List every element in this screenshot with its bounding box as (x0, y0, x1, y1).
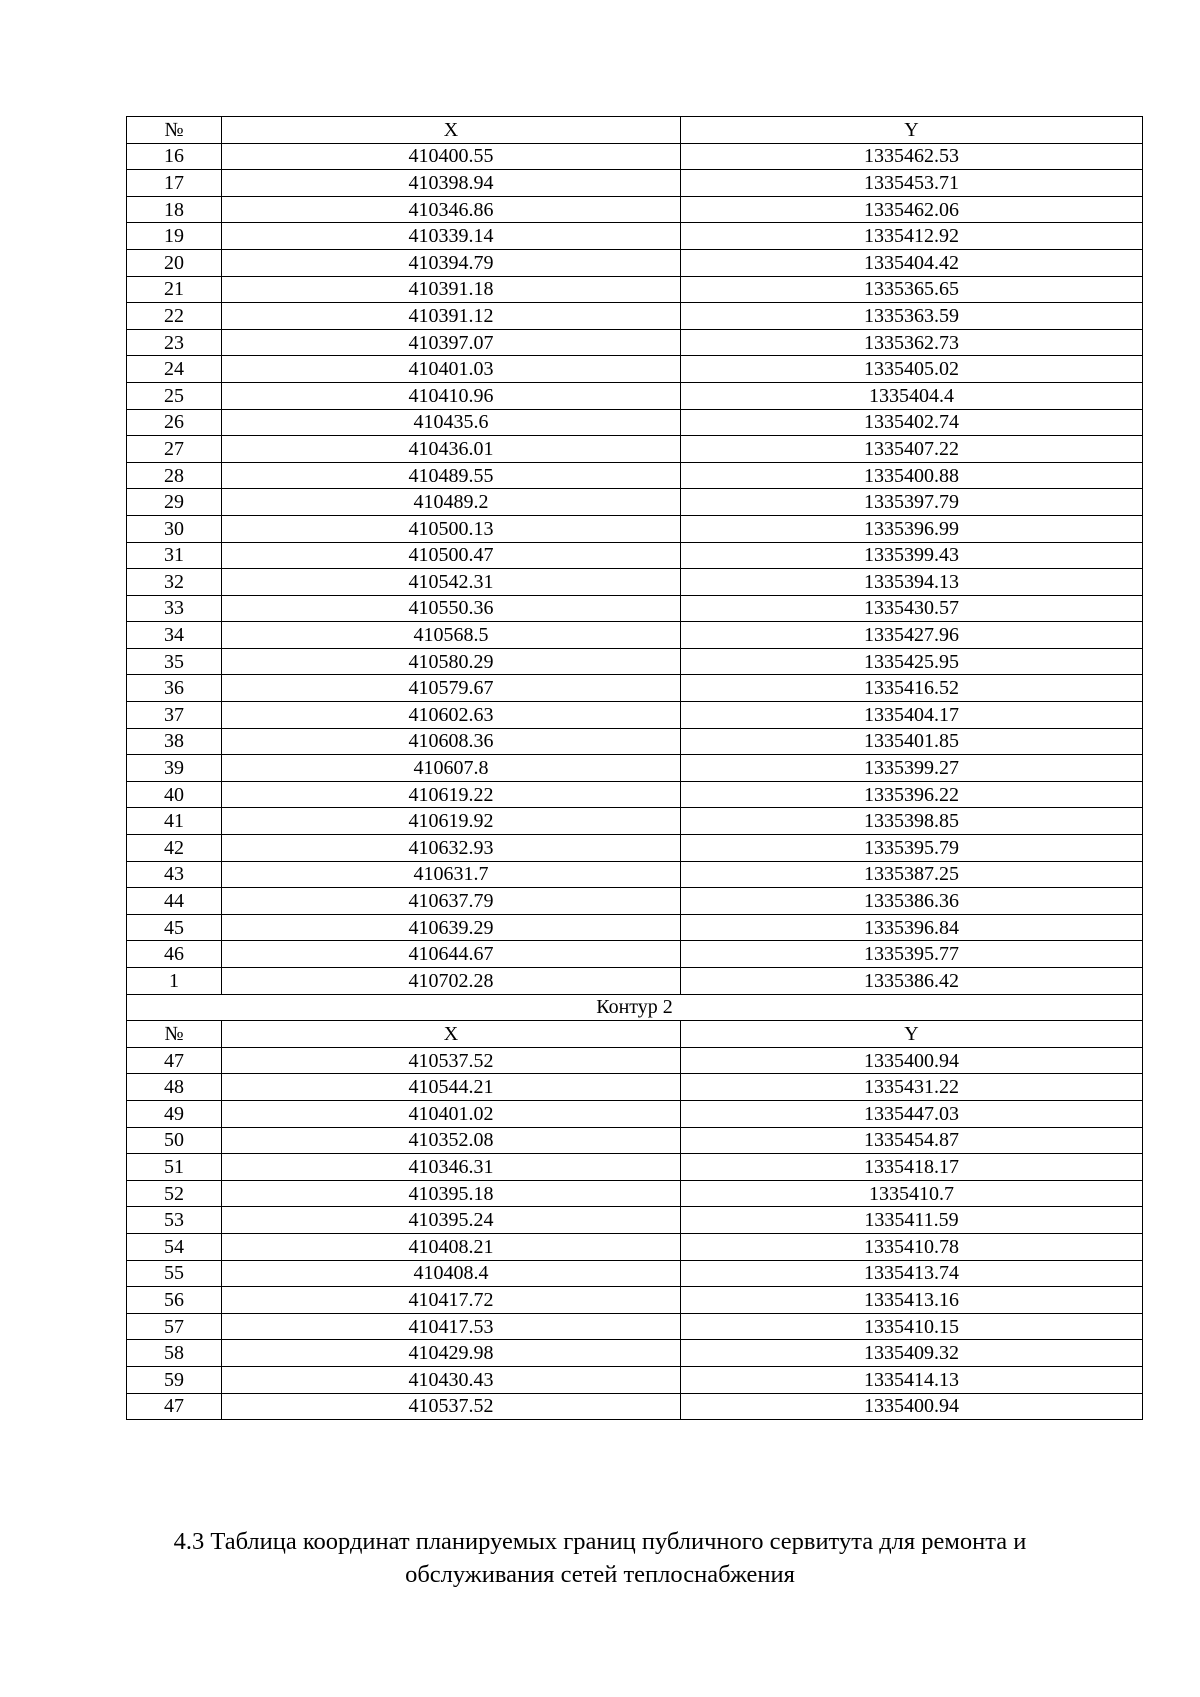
table-row (127, 648, 1143, 675)
row-number: 16 (127, 143, 222, 170)
row-number: 53 (127, 1207, 222, 1234)
y-coordinate: 1335396.84 (681, 914, 1143, 941)
y-coordinate: 1335462.06 (681, 196, 1143, 223)
y-coordinate: 1335462.53 (681, 143, 1143, 170)
table-row (127, 489, 1143, 516)
x-coordinate: 410408.4 (222, 1260, 681, 1287)
row-number: 52 (127, 1180, 222, 1207)
table-row (127, 1207, 1143, 1234)
table-row (127, 1074, 1143, 1101)
table-row (127, 941, 1143, 968)
y-coordinate: 1335414.13 (681, 1366, 1143, 1393)
row-number: 43 (127, 861, 222, 888)
table-row (127, 1100, 1143, 1127)
row-number: 41 (127, 808, 222, 835)
row-number: 47 (127, 1393, 222, 1420)
x-coordinate: 410346.86 (222, 196, 681, 223)
y-coordinate: 1335409.32 (681, 1340, 1143, 1367)
y-coordinate: 1335386.42 (681, 968, 1143, 995)
x-coordinate: 410579.67 (222, 675, 681, 702)
y-coordinate: 1335410.7 (681, 1180, 1143, 1207)
x-coordinate: 410537.52 (222, 1047, 681, 1074)
y-coordinate: 1335411.59 (681, 1207, 1143, 1234)
y-coordinate: 1335413.74 (681, 1260, 1143, 1287)
row-number: 59 (127, 1366, 222, 1393)
y-coordinate: 1335405.02 (681, 356, 1143, 383)
y-coordinate: 1335410.78 (681, 1233, 1143, 1260)
x-coordinate: 410580.29 (222, 648, 681, 675)
table-row (127, 249, 1143, 276)
table-row (127, 1047, 1143, 1074)
table-row (127, 1180, 1143, 1207)
y-coordinate: 1335431.22 (681, 1074, 1143, 1101)
x-coordinate: 410542.31 (222, 569, 681, 596)
coordinates-table (126, 116, 1143, 1420)
table-row (127, 462, 1143, 489)
x-coordinate: 410568.5 (222, 622, 681, 649)
x-coordinate: 410346.31 (222, 1154, 681, 1181)
x-coordinate: 410400.55 (222, 143, 681, 170)
y-coordinate: 1335404.4 (681, 382, 1143, 409)
header-num: № (127, 117, 222, 144)
row-number: 31 (127, 542, 222, 569)
x-coordinate: 410544.21 (222, 1074, 681, 1101)
row-number: 19 (127, 223, 222, 250)
y-coordinate: 1335386.36 (681, 888, 1143, 915)
row-number: 26 (127, 409, 222, 436)
header-x: X (222, 117, 681, 144)
row-number: 28 (127, 462, 222, 489)
row-number: 50 (127, 1127, 222, 1154)
coordinates-table-body (127, 117, 1143, 995)
row-number: 27 (127, 436, 222, 463)
y-coordinate: 1335399.43 (681, 542, 1143, 569)
x-coordinate: 410639.29 (222, 914, 681, 941)
x-coordinate: 410397.07 (222, 329, 681, 356)
table-caption (100, 1525, 1100, 1591)
x-coordinate: 410602.63 (222, 702, 681, 729)
table-row (127, 329, 1143, 356)
x-coordinate: 410637.79 (222, 888, 681, 915)
table-row (127, 781, 1143, 808)
y-coordinate: 1335395.77 (681, 941, 1143, 968)
row-number: 30 (127, 515, 222, 542)
y-coordinate: 1335418.17 (681, 1154, 1143, 1181)
table-row (127, 968, 1143, 995)
y-coordinate: 1335363.59 (681, 303, 1143, 330)
x-coordinate: 410391.12 (222, 303, 681, 330)
table-row (127, 702, 1143, 729)
table-header-row (127, 117, 1143, 144)
row-number: 57 (127, 1313, 222, 1340)
row-number: 55 (127, 1260, 222, 1287)
table-row (127, 808, 1143, 835)
x-coordinate: 410401.03 (222, 356, 681, 383)
y-coordinate: 1335395.79 (681, 835, 1143, 862)
x-coordinate: 410702.28 (222, 968, 681, 995)
row-number: 46 (127, 941, 222, 968)
table-row (127, 276, 1143, 303)
y-coordinate: 1335397.79 (681, 489, 1143, 516)
row-number: 35 (127, 648, 222, 675)
caption-line-1: 4.3 Таблица координат планируемых границ публичного сервитута для ремонта и (173, 1528, 1027, 1555)
x-coordinate: 410430.43 (222, 1366, 681, 1393)
y-coordinate: 1335454.87 (681, 1127, 1143, 1154)
contour-2-header-y: Y (681, 1021, 1143, 1048)
table-row (127, 622, 1143, 649)
table-row (127, 755, 1143, 782)
y-coordinate: 1335398.85 (681, 808, 1143, 835)
row-number: 32 (127, 569, 222, 596)
y-coordinate: 1335416.52 (681, 675, 1143, 702)
y-coordinate: 1335413.16 (681, 1287, 1143, 1314)
table-row (127, 1260, 1143, 1287)
y-coordinate: 1335407.22 (681, 436, 1143, 463)
table-row (127, 1233, 1143, 1260)
table-row (127, 569, 1143, 596)
row-number: 48 (127, 1074, 222, 1101)
table-row (127, 409, 1143, 436)
x-coordinate: 410435.6 (222, 409, 681, 436)
y-coordinate: 1335394.13 (681, 569, 1143, 596)
row-number: 39 (127, 755, 222, 782)
y-coordinate: 1335447.03 (681, 1100, 1143, 1127)
x-coordinate: 410500.13 (222, 515, 681, 542)
row-number: 23 (127, 329, 222, 356)
row-number: 21 (127, 276, 222, 303)
table-row (127, 1154, 1143, 1181)
row-number: 58 (127, 1340, 222, 1367)
row-number: 44 (127, 888, 222, 915)
table-row (127, 382, 1143, 409)
x-coordinate: 410619.22 (222, 781, 681, 808)
table-row (127, 1340, 1143, 1367)
contour-2-header-row (127, 1021, 1143, 1048)
x-coordinate: 410429.98 (222, 1340, 681, 1367)
table-row (127, 675, 1143, 702)
row-number: 49 (127, 1100, 222, 1127)
y-coordinate: 1335387.25 (681, 861, 1143, 888)
header-y: Y (681, 117, 1143, 144)
y-coordinate: 1335399.27 (681, 755, 1143, 782)
row-number: 45 (127, 914, 222, 941)
row-number: 29 (127, 489, 222, 516)
row-number: 1 (127, 968, 222, 995)
x-coordinate: 410537.52 (222, 1393, 681, 1420)
table-row (127, 542, 1143, 569)
x-coordinate: 410489.2 (222, 489, 681, 516)
x-coordinate: 410391.18 (222, 276, 681, 303)
y-coordinate: 1335412.92 (681, 223, 1143, 250)
y-coordinate: 1335404.42 (681, 249, 1143, 276)
x-coordinate: 410395.24 (222, 1207, 681, 1234)
x-coordinate: 410417.53 (222, 1313, 681, 1340)
y-coordinate: 1335427.96 (681, 622, 1143, 649)
x-coordinate: 410607.8 (222, 755, 681, 782)
x-coordinate: 410352.08 (222, 1127, 681, 1154)
table-row (127, 223, 1143, 250)
x-coordinate: 410395.18 (222, 1180, 681, 1207)
row-number: 17 (127, 170, 222, 197)
x-coordinate: 410631.7 (222, 861, 681, 888)
y-coordinate: 1335396.22 (681, 781, 1143, 808)
table-row (127, 595, 1143, 622)
table-row (127, 728, 1143, 755)
y-coordinate: 1335425.95 (681, 648, 1143, 675)
x-coordinate: 410644.67 (222, 941, 681, 968)
table-row (127, 196, 1143, 223)
table-row (127, 170, 1143, 197)
y-coordinate: 1335402.74 (681, 409, 1143, 436)
row-number: 51 (127, 1154, 222, 1181)
table-row (127, 436, 1143, 463)
x-coordinate: 410398.94 (222, 170, 681, 197)
table-row (127, 1393, 1143, 1420)
row-number: 22 (127, 303, 222, 330)
y-coordinate: 1335400.94 (681, 1393, 1143, 1420)
row-number: 47 (127, 1047, 222, 1074)
x-coordinate: 410339.14 (222, 223, 681, 250)
contour-2-header-x: X (222, 1021, 681, 1048)
table-row (127, 835, 1143, 862)
table-row (127, 1127, 1143, 1154)
x-coordinate: 410550.36 (222, 595, 681, 622)
table-row (127, 888, 1143, 915)
y-coordinate: 1335430.57 (681, 595, 1143, 622)
row-number: 38 (127, 728, 222, 755)
table-row (127, 1313, 1143, 1340)
table-row (127, 1366, 1143, 1393)
row-number: 25 (127, 382, 222, 409)
table-row (127, 861, 1143, 888)
row-number: 18 (127, 196, 222, 223)
table-row (127, 914, 1143, 941)
y-coordinate: 1335453.71 (681, 170, 1143, 197)
x-coordinate: 410489.55 (222, 462, 681, 489)
x-coordinate: 410417.72 (222, 1287, 681, 1314)
x-coordinate: 410632.93 (222, 835, 681, 862)
x-coordinate: 410394.79 (222, 249, 681, 276)
table-row (127, 303, 1143, 330)
y-coordinate: 1335362.73 (681, 329, 1143, 356)
table-row (127, 515, 1143, 542)
row-number: 24 (127, 356, 222, 383)
y-coordinate: 1335401.85 (681, 728, 1143, 755)
y-coordinate: 1335404.17 (681, 702, 1143, 729)
row-number: 56 (127, 1287, 222, 1314)
table-row (127, 356, 1143, 383)
row-number: 54 (127, 1233, 222, 1260)
x-coordinate: 410608.36 (222, 728, 681, 755)
row-number: 33 (127, 595, 222, 622)
x-coordinate: 410436.01 (222, 436, 681, 463)
row-number: 40 (127, 781, 222, 808)
x-coordinate: 410500.47 (222, 542, 681, 569)
table-row (127, 1287, 1143, 1314)
contour-2-header-num: № (127, 1021, 222, 1048)
x-coordinate: 410619.92 (222, 808, 681, 835)
caption-line-2: обслуживания сетей теплоснабжения (405, 1561, 795, 1588)
y-coordinate: 1335365.65 (681, 276, 1143, 303)
y-coordinate: 1335410.15 (681, 1313, 1143, 1340)
y-coordinate: 1335396.99 (681, 515, 1143, 542)
y-coordinate: 1335400.88 (681, 462, 1143, 489)
x-coordinate: 410408.21 (222, 1233, 681, 1260)
row-number: 34 (127, 622, 222, 649)
contour-2-title-section (127, 994, 1143, 1047)
x-coordinate: 410401.02 (222, 1100, 681, 1127)
x-coordinate: 410410.96 (222, 382, 681, 409)
contour-2-title-row (127, 994, 1143, 1021)
row-number: 37 (127, 702, 222, 729)
table-row (127, 143, 1143, 170)
contour-2-title: Контур 2 (127, 994, 1143, 1021)
row-number: 42 (127, 835, 222, 862)
contour-2-table-body (127, 1047, 1143, 1419)
row-number: 20 (127, 249, 222, 276)
y-coordinate: 1335400.94 (681, 1047, 1143, 1074)
row-number: 36 (127, 675, 222, 702)
